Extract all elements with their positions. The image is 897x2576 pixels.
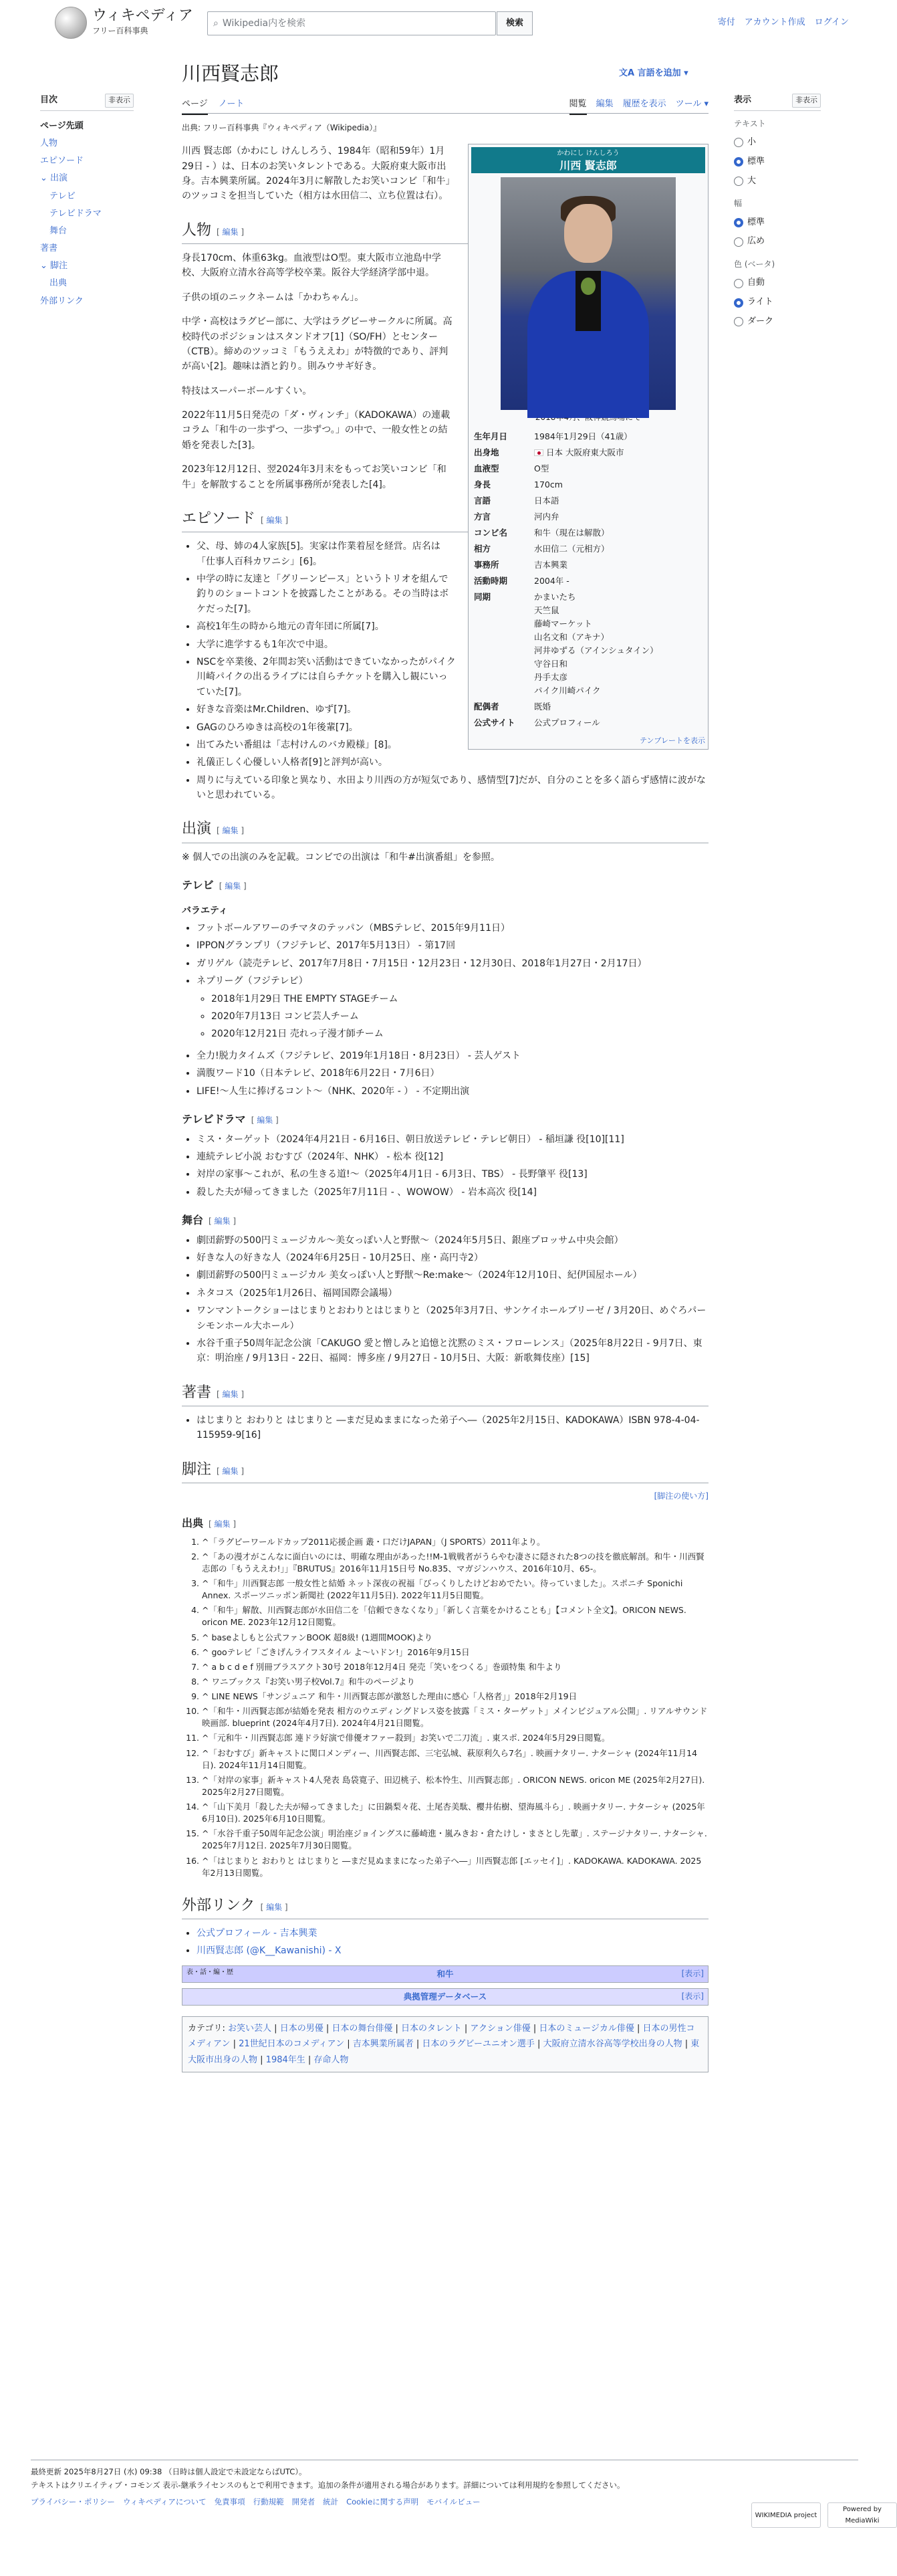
site-logo[interactable] [55,7,193,39]
edit-link[interactable]: 編集 [225,881,241,891]
section-notes: 脚注 [ 編集 ] [182,1458,709,1483]
infobox-key: 相方 [474,543,491,554]
toc-item[interactable]: ページ先頭 [40,120,84,131]
top-link[interactable]: アカウント作成 [744,17,805,27]
infobox-row [471,461,705,477]
infobox-value [534,591,702,697]
authority-toggle[interactable]: [表示] [681,1991,704,2001]
top-link[interactable]: 寄付 [717,17,735,27]
portrait-photo[interactable] [501,177,676,410]
tv-item: • ガリゲル（読売テレビ、2017年7月8日・7月15日・12月23日・12月30日、2018年1月27日・2月17日） [197,956,709,971]
radio-option[interactable] [734,232,821,251]
category-link[interactable]: 吉本興業所属者 [352,2039,414,2050]
infobox-value-text: かまいたち 天竺鼠 藤崎マーケット 山名文和（アキナ） 河井ゆずる（アインシュタイン） 守谷日和 丹手太彦 パイク川崎パイク [534,591,658,695]
search-button[interactable]: 検索 [497,11,533,35]
reference-item[interactable]: 10. ^「和牛・川西賢志郎が結婚を発表 相方のウエディングドレス姿を披露「ミス・ターゲット」メインビジュアル公開」. リアルサウンド映画部. blueprint (2024年4月7日). 2024年4月21日閲覧。 [202,1705,709,1729]
tv-subitem: ◦ 2018年1月29日 THE EMPTY STAGEチーム [211,992,709,1006]
infobox-value [534,716,702,730]
radio-option[interactable] [734,172,821,191]
reference-item[interactable]: 9. ^ LINE NEWS「サンジュニア 和牛・川西賢志郎が激怒した理由に感心「人格者」」2018年2月19日 [202,1691,709,1703]
toc-item[interactable]: テレビドラマ [49,208,102,219]
radio-label: 大 [747,175,757,186]
toc-item[interactable]: ⌄ 出演 [40,173,68,184]
subsection-variety: バラエティ [182,905,228,916]
search-input[interactable]: ⌕ Wikipedia内を検索 [207,11,496,35]
infobox-value [534,526,702,540]
reference-item[interactable]: 2. ^「あの漫才がこんなに面白いのには、明確な理由があった!!M-1戦戦者がうらやむ凄さに隠された8つの技を徹底解剖。和牛・川西賢志郎の「もうええわ!」」『BRUTUS』2016年11月15日号 No.835、マガジンハウス、2016年10月、65-。 [202,1551,709,1575]
subsection-sources: 出典 [ 編集 ] [182,1517,237,1530]
radio-button[interactable] [734,317,743,326]
infobox-key: 生年月日 [474,431,508,441]
toc-item[interactable]: エピソード [40,156,84,167]
tv-item: • フットボールアワーのチマタのテッパン（MBSテレビ、2015年9月11日） [197,921,709,936]
section-drama: テレビドラマ [ 編集 ] [182,1112,279,1125]
external-link[interactable]: 川西賢志郎 (@K__Kawanishi) - X [197,1945,342,1957]
infobox-key: 配偶者 [474,701,499,712]
footer-link[interactable]: 開発者 [291,2497,315,2507]
view-tab-2[interactable]: 履歴を表示 [622,99,666,109]
footer-link[interactable]: 行動規範 [253,2497,284,2507]
globe-icon [55,7,87,39]
episode-item: • GAGのひろゆきは高校の1年後輩[7]。 [197,720,709,735]
infobox-header: かわにし けんしろう 川西 賢志郎 [471,147,705,173]
infobox-row [471,715,705,731]
stage-item: • 水谷千重子50周年記念公演「CAKUGO 愛と憎しみと追憶と沈黙のミス・フローレンス」（2025年8月22日 - 9月7日、東京：明治座 / 9月13日 - 22日、福岡：博多座 / 9月27日 - 10月5日、大阪：新歌舞伎座）[15] [197,1336,709,1366]
episode-item: • 中学の時に友達と「グリーンピース」というトリオを組んで釣りのショートコントを披露したことがある。その当時はボケだった[7]。 [197,572,709,617]
panel-hide-button[interactable]: 非表示 [792,94,821,108]
section-books: 著書 [ 編集 ] [182,1381,709,1406]
page-footer [31,2460,882,2525]
radio-label: 標準 [747,156,765,167]
reference-item[interactable]: 12. ^「おむすび」新キャストに関口メンディー、川西賢志郎、三宅弘城、萩原利久ら7名」. 映画ナタリー. ナターシャ (2024年11月14日). 2024年11月14日閲覧。 [202,1747,709,1772]
infobox-value [534,446,702,459]
top-link[interactable]: ログイン [814,17,849,27]
color-label: 色 (ベータ) [734,259,775,270]
stage-item: • ワンマントークショーはじまりとおわりとはじまりと（2025年3月7日、サンケイホールブリーゼ / 3月20日、めぐろパーシモンホール大ホール） [197,1303,709,1333]
intro-paragraph: 川西 賢志郎（かわにし けんしろう、1984年（昭和59年）1月29日 - ）は、日本のお笑いタレントである。大阪府東大阪市出身。吉本興業所属。2024年3月に解散したお笑いコンビ「和牛」のツッコミを担当していた（相方は水田信二、立ち位置は右）。 [182,146,455,202]
add-language-button[interactable]: 文A 言語を追加 ▾ [619,68,688,78]
navbox-title[interactable]: 和牛 [436,1968,454,1979]
tv-subitem: ◦ 2020年12月21日 売れっ子漫才師チーム [211,1027,709,1041]
navbox-wagyu [182,1965,709,1983]
drama-item: • 連続テレビ小説 おむすび（2024年、NHK） - 松本 役[12] [197,1150,709,1164]
navbox-authority [182,1988,709,2006]
category-links: カテゴリ: お笑い芸人 | 日本の男優 | 日本の舞台俳優 | 日本のタレント | アクション俳優 | 日本のミュージカル俳優 | 日本の男性コメディアン | 21世紀日本のコメディアン | 吉本興業所属者 | 日本のラグビーユニオン選手 | 大阪府立清水谷高等学校出身の人物 | 東大阪市出身の人物 | 1984年生 | 存命人物 [182,2016,709,2072]
drama-item: • 対岸の家事〜これが、私の生きる道!〜（2025年4月1日 - 6月3日、TBS） - 長野肇平 役[13] [197,1167,709,1182]
category-link[interactable]: 存命人物 [313,2054,349,2065]
infobox-key: 事務所 [474,559,499,570]
section-person: 人物 [ 編集 ] [182,219,709,244]
appearance-note: ※ 個人での出演のみを記載。コンビでの出演は「和牛#出演番組」を参照。 [182,851,500,863]
view-tab-1[interactable]: 編集 [596,99,614,109]
infobox-value [534,462,702,475]
category-link[interactable]: 日本の男優 [279,2023,324,2034]
search-icon: ⌕ [213,17,219,29]
reference-item[interactable]: 15. ^「水谷千重子50周年記念公演」明治座ジョイングスに藤崎進・嵐みきお・倉たけし・まさとし先輩」. ステージナタリー. ナターシャ. 2025年7月12日. 2025年7月30日閲覧。 [202,1828,709,1852]
infobox-key: 活動時期 [474,575,508,586]
reference-item[interactable]: 16. ^「はじまりと おわりと はじまりと ―まだ見ぬままになった弟子へ―」川西賢志郎 [エッセイ]」. KADOKAWA. KADOKAWA. 2025年2月13日閲覧。 [202,1855,709,1879]
edit-link[interactable]: 編集 [214,1216,231,1226]
radio-label: 広め [747,236,765,247]
tab-0[interactable]: ページ [182,98,208,115]
radio-option[interactable] [734,293,821,312]
episode-item: • 父、母、姉の4人家族[5]。実家は作業着屋を経営。店名は「仕事人百科カワニシ」[6]。 [197,539,709,569]
section-appearance: 出演 [ 編集 ] [182,817,709,843]
toc-panel [40,94,134,310]
person-paragraph: 特技はスーパーボールすくい。 [182,385,312,397]
infobox-value-text: 公式プロフィール [534,717,600,728]
infobox-key: 同期 [474,591,491,602]
reference-item[interactable]: 7. ^ a b c d e f 別冊ブラスアクト30号 2018年12月4日 発売「笑いをつくる」巻頭特集 和牛より [202,1661,709,1673]
source-line: 出典: フリー百科事典『ウィキペディア（Wikipedia）』 [182,123,382,132]
infobox-row [471,429,705,445]
infobox-row [471,445,705,461]
footer-link[interactable]: 統計 [323,2497,339,2507]
footer-link[interactable]: プライバシー・ポリシー [31,2497,115,2507]
infobox-value-text: 170cm [534,479,563,490]
tv-item: • 全力!脱力タイムズ（フジテレビ、2019年1月18日・8月23日） - 芸人ゲスト [197,1049,709,1063]
panel-title: 表示 [734,95,752,105]
wikimedia-badge[interactable]: WIKIMEDIA project [751,2502,821,2528]
category-link[interactable]: 日本のラグビーユニオン選手 [422,2039,535,2050]
infobox-key: 血液型 [474,463,499,473]
footer-link[interactable]: ウィキペディアについて [122,2497,207,2507]
radio-button[interactable] [734,218,743,227]
toc-item[interactable]: ⌄ 脚注 [40,261,68,272]
translate-icon: 文A [619,68,638,78]
infobox-value-text: 日本 大阪府東大阪市 [546,447,624,457]
edit-link[interactable]: 編集 [222,227,239,237]
infobox-row [471,525,705,541]
toc-title: 目次 [40,95,58,105]
edit-link[interactable]: 編集 [222,826,239,836]
last-updated: 最終更新 2025年8月27日 (水) 09:38 （日時は個人設定で未設定ならばUTC）。 [31,2467,307,2476]
radio-label: ライト [747,297,773,308]
edit-link[interactable]: 編集 [222,1389,239,1399]
footer-link[interactable]: モバイルビュー [426,2497,481,2507]
page-title: 川西賢志郎 [182,62,279,85]
infobox-value-text: 和牛（現在は解散） [534,527,610,538]
reference-item[interactable]: 3. ^「和牛」川西賢志郎 一般女性と結婚 ネット深夜の祝福「びっくりしたけどおめでたい。待っていました」。スポニチ Sponichi Annex. スポーツニッポン新聞社 (2022年11月5日). 2022年11月5日閲覧。 [202,1578,709,1602]
infobox-row [471,477,705,493]
tv-item: • ネプリーグ（フジテレビ） ◦ 2018年1月29日 THE EMPTY STAGEチーム ◦ 2020年7月13日 コンビ芸人チーム ◦ 2020年12月21日 売れっ子漫才師チーム [197,974,709,1042]
reference-item[interactable]: 13. ^「対岸の家事」新キャスト4人発表 島袋寛子、田辺桃子、松本怜生、川西賢志郎」. ORICON NEWS. oricon ME (2025年2月27日). 2025年2月27日閲覧。 [202,1774,709,1798]
edit-link[interactable]: 編集 [214,1519,231,1529]
width-label: 幅 [734,199,743,209]
stage-item: • 劇団薪野の500円ミュージカル〜美女っぽい人と野獣〜（2024年5月5日、銀座プロッサム中央会館） [197,1233,709,1248]
infobox-value [534,494,702,508]
reference-item[interactable]: 1. ^「ラグビーワールドカップ2011応援企画 叢・口だけJAPAN」（J SPORTS）2011年より。 [202,1536,709,1548]
infobox-key: コンビ名 [474,527,508,538]
infobox-row [471,509,705,525]
tab-1[interactable]: ノート [218,99,245,109]
external-link[interactable]: 公式プロフィール - 吉本興業 [197,1928,317,1939]
infobox-key: 公式サイト [474,717,515,728]
category-link[interactable]: 21世紀日本のコメディアン [239,2039,345,2050]
radio-option[interactable] [734,133,821,152]
infobox-value-text: 日本語 [534,495,559,506]
section-episode: エピソード [ 編集 ] [182,507,709,532]
radio-option[interactable] [734,312,821,332]
category-link[interactable]: お笑い芸人 [228,2023,272,2034]
infobox-value [534,542,702,556]
episode-item: • 高校1年生の時から地元の青年団に所属[7]。 [197,619,709,634]
category-link[interactable]: 東大阪市出身の人物 [188,2039,700,2065]
infobox-row [471,699,705,715]
infobox-value [534,558,702,572]
radio-label: ダーク [747,316,774,326]
toc-hide-button[interactable]: 非表示 [105,94,134,108]
drama-item: • 殺した夫が帰ってきました（2025年7月11日 - 、WOWOW） - 岩本高次 役[14] [197,1185,709,1200]
infobox-value-text: 河内弁 [534,511,559,522]
japan-flag-icon [534,449,543,456]
site-header [0,0,858,47]
episode-item: • 出てみたい番組は「志村けんのバカ殿様」[8]。 [197,738,709,752]
radio-label: 小 [747,136,757,147]
section-stage: 舞台 [ 編集 ] [182,1214,237,1227]
reference-item[interactable]: 8. ^ ワニブックス『お笑い男子校Vol.7』和牛のページより [202,1676,709,1688]
radio-option[interactable] [734,274,821,293]
toc-item[interactable]: 舞台 [49,225,68,236]
toc-item[interactable]: 人物 [40,138,58,148]
infobox-key: 身長 [474,479,491,490]
toc-item[interactable]: 外部リンク [40,296,84,306]
category-link[interactable]: 1984年生 [265,2054,305,2065]
infobox-row [471,541,705,557]
episode-item: • 好きな音楽はMr.Children、ゆず[7]。 [197,702,709,717]
tv-item: • LIFE!〜人生に捧げるコント〜（NHK、2020年 - ） - 不定期出演 [197,1084,709,1099]
drama-item: • ミス・ターゲット（2024年4月21日 - 6月16日、朝日放送テレビ・テレビ朝日） - 稲垣謙 役[10][11] [197,1132,709,1147]
edit-link[interactable]: 編集 [266,1902,283,1912]
infobox-value [534,700,702,714]
radio-button[interactable] [734,177,743,186]
user-links [718,16,849,30]
episode-item: • 大学に進学するも1年次で中退。 [197,637,709,652]
toc-item[interactable]: テレビ [49,191,76,201]
radio-label: 標準 [747,217,765,227]
infobox-key: 言語 [474,495,491,506]
infobox-row [471,589,705,699]
reference-item[interactable]: 5. ^ baseよしもと公式ファンBOOK 超8級! (1週間MOOK)より [202,1632,709,1644]
radio-button[interactable] [734,157,743,167]
infobox-row [471,557,705,573]
category-link[interactable]: 日本のミュージカル俳優 [539,2023,634,2034]
radio-label: 自動 [747,278,765,288]
radio-button[interactable] [734,298,743,308]
navbox-toggle[interactable]: [表示] [681,1968,704,1978]
infobox-value-text: 吉本興業 [534,559,568,570]
view-tab-3[interactable]: ツール ▾ [675,99,709,109]
edit-link[interactable]: 編集 [257,1115,273,1125]
episode-item: • NSCを卒業後、2年間お笑い活動はできていなかったがパイク川崎パイクの出るライブには自らチケットを購入し観にいっていた[7]。 [197,655,709,700]
reference-item[interactable]: 14. ^「山下美月「殺した夫が帰ってきました」に田鍋梨々花、土尾杏美駄、櫻井佑樹、望海風斗ら」. 映画ナタリー. ナターシャ (2025年6月10日). 2025年6月10日閲覧。 [202,1801,709,1825]
infobox-value-text: 2004年 - [534,575,569,586]
text-size-label: テキスト [734,118,766,128]
radio-option[interactable] [734,213,821,233]
radio-button[interactable] [734,279,743,288]
category-link[interactable]: 日本の舞台俳優 [332,2023,393,2034]
radio-option[interactable] [734,152,821,172]
person-paragraph: 子供の頃のニックネームは「かわちゃん」。 [182,292,364,303]
infobox-value [534,478,702,492]
stage-item: • ネタコス（2025年1月26日、福岡国際会議場） [197,1286,709,1301]
page-tabs [182,95,709,114]
radio-button[interactable] [734,237,743,247]
book-item: • はじまりと おわりと はじまりと ―まだ見ぬままになった弟子へ―（2025年2月15日、KADOKAWA）ISBN 978-4-04-115959-9[16] [197,1413,709,1443]
tv-item: • 満腹ワード10（日本テレビ、2018年6月22日・7月6日） [197,1066,709,1081]
category-link[interactable]: 日本の男性コメディアン [188,2023,695,2050]
category-link[interactable]: アクション俳優 [470,2023,531,2034]
infobox-key: 方言 [474,511,491,522]
infobox-value [534,430,702,443]
reference-item[interactable]: 11. ^「元和牛・川西賢志郎 連ドラ好演で俳優オファー殺到」お笑いで二刀流」. 東スポ. 2024年5月29日閲覧。 [202,1732,709,1744]
toc-item[interactable]: 著書 [40,243,58,254]
footer-link[interactable]: Cookieに関する声明 [346,2497,419,2507]
edit-link[interactable]: 編集 [222,1466,239,1476]
reference-item[interactable]: 6. ^ gooテレビ「ごきげんライフスタイル よ〜いドン!」2016年9月15日 [202,1646,709,1658]
infobox [468,144,709,750]
tv-item: • IPPONグランプリ（フジテレビ、2017年5月13日） - 第17回 [197,938,709,953]
vte-links[interactable]: 表・話・編・歴 [186,1968,233,1976]
section-external: 外部リンク [ 編集 ] [182,1894,709,1919]
external-link-item [197,1926,709,1941]
episode-item: • 礼儀正しく心優しい人格者[9]と評判が高い。 [197,755,709,770]
edit-link[interactable]: 編集 [266,516,283,526]
person-paragraph: 2022年11月5日発売の「ダ・ヴィンチ」（KADOKAWA）の連載コラム「和牛の一歩ずつ、一歩ずつ。」の中で、一般女性との結婚を発表した[3]。 [182,410,451,451]
tv-subitem: ◦ 2020年7月13日 コンビ芸人チーム [211,1009,709,1024]
license-text: テキストはクリエイティブ・コモンズ 表示-継承ライセンスのもとで利用できます。追加の条件が適用される場合があります。詳細については利用規約を参照してください。 [31,2480,625,2490]
infobox-row [471,573,705,589]
person-paragraph: 身長170cm、体重63kg。血液型はO型。東大阪市立池島中学校、大阪府立清水谷高等学校卒業。阪谷大学経済学部中退。 [182,252,441,279]
infobox-value-text: 水田信二（元相方） [534,543,610,554]
logo-title: ウィキペディア [92,7,193,25]
infobox-value-text: O型 [534,463,549,473]
mediawiki-badge[interactable]: Powered by MediaWiki [827,2502,897,2528]
external-link-item [197,1943,709,1958]
radio-button[interactable] [734,138,743,147]
stage-item: • 好きな人の好きな人（2024年6月25日 - 10月25日、座・高円寺2） [197,1251,709,1265]
article-content [182,122,709,2072]
person-paragraph: 2023年12月12日、翌2024年3月末をもってお笑いコンビ「和牛」を解散することを所属事務所が発表した[4]。 [182,464,446,490]
category-link[interactable]: 大阪府立清水谷高等学校出身の人物 [543,2039,682,2050]
section-tv: テレビ [ 編集 ] [182,879,247,892]
infobox-value [534,574,702,588]
infobox-row [471,493,705,509]
reference-item[interactable]: 4. ^「和牛」解散、川西賢志郎が水田信二を「信頼できなくなり」「新しく言葉をかけることも」【コメント全文】。ORICON NEWS. oricon ME. 2023年12月12日閲覧。 [202,1604,709,1628]
stage-item: • 劇団薪野の500円ミュージカル 美女っぽい人と野獣〜Re:make〜（2024年12月10日、紀伊国屋ホール） [197,1268,709,1283]
episode-item: • 周りに与えている印象と異なり、水田より川西の方が短気であり、感情型[7]だが、自分のことを多く語らず感情に波がないと思われている。 [197,773,709,803]
infobox-value-text: 既婚 [534,701,551,712]
footer-link[interactable]: 免責事項 [214,2497,245,2507]
show-template-link[interactable]: テンプレートを表示 [639,736,705,745]
view-tab-0[interactable]: 閲覧 [569,98,587,115]
appearance-panel [734,94,821,332]
toc-item[interactable]: 出典 [49,278,68,289]
logo-subtitle: フリー百科事典 [92,25,148,35]
category-link[interactable]: 日本のタレント [401,2023,462,2034]
infobox-value-text: 1984年1月29日（41歳） [534,431,632,441]
infobox-key: 出身地 [474,447,499,457]
footnote-usage-link[interactable]: [脚注の使い方] [654,1491,709,1501]
person-paragraph: 中学・高校はラグビー部に、大学はラグビーサークルに所属。高校時代のポジションはスタンドオフ[1]（SO/FH）とセンター（CTB）。締めのツッコミ「もうええわ」が特徴的であり、評判が高い[2]。趣味は酒と釣り。則みウサギ好き。 [182,316,453,372]
infobox-value [534,510,702,524]
authority-title[interactable]: 典拠管理データベース [403,1991,487,2002]
